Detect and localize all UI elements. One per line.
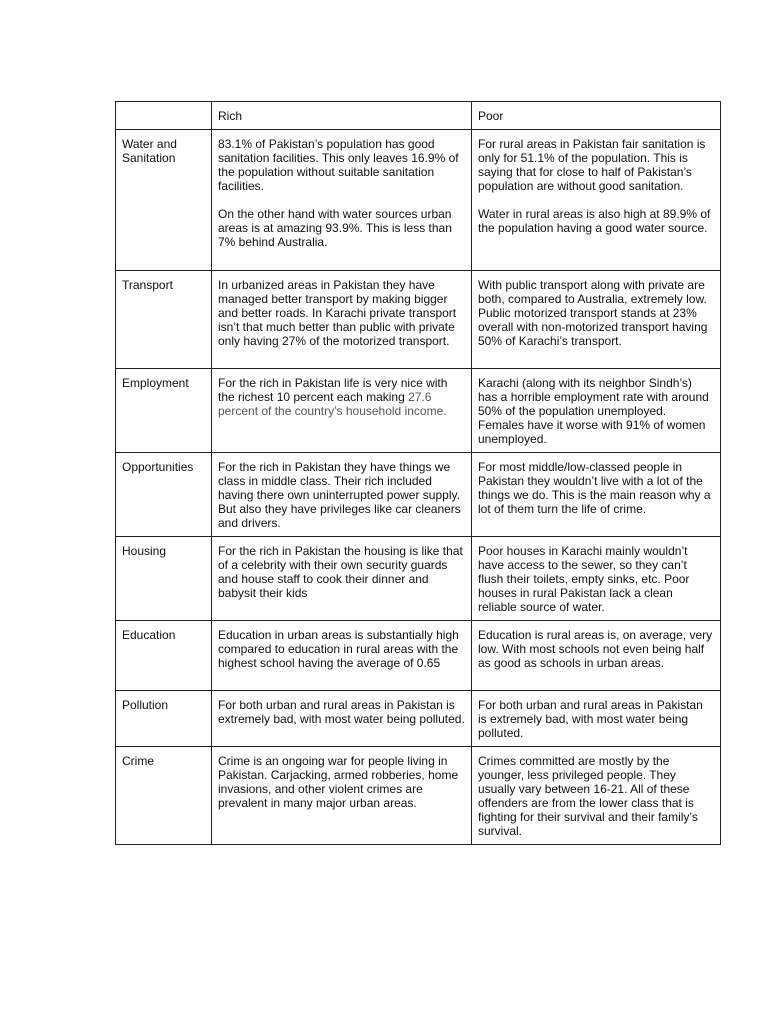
row-label-housing: Housing xyxy=(116,537,212,621)
poor-cell-education: Education is rural areas is, on average, very low. With most schools not even being half as good as schools in urban areas. xyxy=(472,621,721,691)
rich-cell-housing: For the rich in Pakistan the housing is like that of a celebrity with their own security guards and house staff to cook their dinner and babysit their kids xyxy=(212,537,472,621)
rich-cell-education: Education in urban areas is substantially high compared to education in rural areas with the highest school having the average of 0.65 xyxy=(212,621,472,691)
rich-cell-opportunities: For the rich in Pakistan they have things we class in middle class. Their rich included having there own uninterrupted power supply. But also they have privileges like car cleaners and drivers. xyxy=(212,453,472,537)
table-row xyxy=(116,747,721,845)
rich-poor-comparison-table xyxy=(115,101,721,845)
row-label-transport: Transport xyxy=(116,271,212,369)
poor-cell-transport: With public transport along with private are both, compared to Australia, extremely low. Public motorized transport stands at 23% overall with non-motorized transport having 50% of Karachi’s transport. xyxy=(472,271,721,369)
poor-cell-pollution: For both urban and rural areas in Pakistan is extremely bad, with most water being polluted. xyxy=(472,691,721,747)
poor-cell-employment: Karachi (along with its neighbor Sindh’s) has a horrible employment rate with around 50% of the population unemployed. Females have it worse with 91% of women unemployed. xyxy=(472,369,721,453)
poor-water-paragraph: For rural areas in Pakistan fair sanitation is only for 51.1% of the population. This is saying that for close to half of Pakistan’s population are without good sanitation. xyxy=(478,137,706,193)
rich-cell-employment xyxy=(212,369,472,453)
poor-cell-crime: Crimes committed are mostly by the younger, less privileged people. They usually vary between 16-21. All of these offenders are from the lower class that is fighting for their survival and their family’s survival. xyxy=(472,747,721,845)
row-label-education: Education xyxy=(116,621,212,691)
rich-cell-pollution: For both urban and rural areas in Pakistan is extremely bad, with most water being polluted. xyxy=(212,691,472,747)
table-row xyxy=(116,369,721,453)
rich-cell-water xyxy=(212,130,472,271)
poor-cell-water xyxy=(472,130,721,271)
table-row xyxy=(116,453,721,537)
rich-water-paragraph: On the other hand with water sources urban areas is at amazing 93.9%. This is less than 7% behind Australia. xyxy=(218,207,452,249)
header-blank xyxy=(116,102,212,130)
row-label-water-and-sanitation: Water and Sanitation xyxy=(116,130,212,271)
table-row xyxy=(116,130,721,271)
poor-cell-opportunities: For most middle/low-classed people in Pakistan they wouldn’t live with a lot of the things we do. This is the main reason why a lot of them turn the life of crime. xyxy=(472,453,721,537)
header-row xyxy=(116,102,721,130)
row-label-crime: Crime xyxy=(116,747,212,845)
row-label-pollution: Pollution xyxy=(116,691,212,747)
rich-employment-text: For the rich in Pakistan life is very nice with the richest 10 percent each making xyxy=(218,376,448,404)
table-row xyxy=(116,691,721,747)
header-poor: Poor xyxy=(472,102,721,130)
poor-cell-housing: Poor houses in Karachi mainly wouldn’t have access to the sewer, so they can’t flush their toilets, empty sinks, etc. Poor houses in rural Pakistan lack a clean reliable source of water. xyxy=(472,537,721,621)
rich-cell-crime: Crime is an ongoing war for people living in Pakistan. Carjacking, armed robberies, home invasions, and other violent crimes are prevalent in many major urban areas. xyxy=(212,747,472,845)
row-label-employment: Employment xyxy=(116,369,212,453)
table-row xyxy=(116,621,721,691)
row-label-opportunities: Opportunities xyxy=(116,453,212,537)
table-row xyxy=(116,537,721,621)
header-rich: Rich xyxy=(212,102,472,130)
rich-employment-quoted-text: 27.6 percent of the country’s household income. xyxy=(218,390,447,418)
table-row xyxy=(116,271,721,369)
poor-water-paragraph: Water in rural areas is also high at 89.9% of the population having a good water source. xyxy=(478,207,711,235)
rich-water-paragraph: 83.1% of Pakistan’s population has good sanitation facilities. This only leaves 16.9% of the population without suitable sanitation facilities. xyxy=(218,137,459,193)
rich-cell-transport: In urbanized areas in Pakistan they have managed better transport by making bigger and better roads. In Karachi private transport isn’t that much better than public with private only having 27% of the motorized transport. xyxy=(212,271,472,369)
